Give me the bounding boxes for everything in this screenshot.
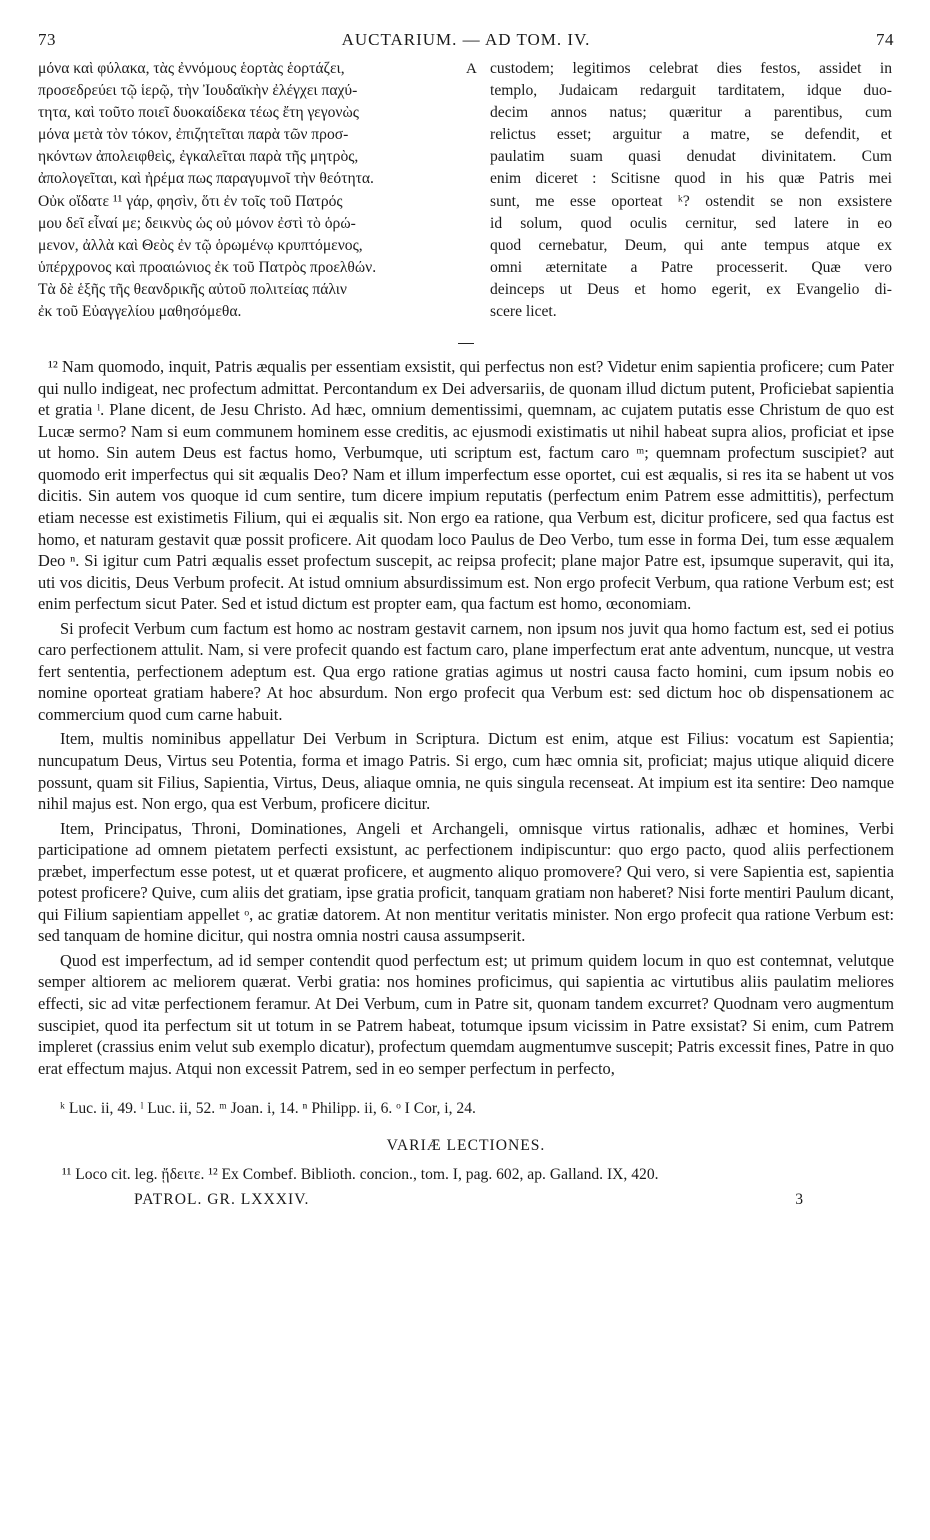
variae-lectiones-heading: VARIÆ LECTIONES. <box>386 1137 546 1155</box>
greek-text-line: ἀπολογεῖται, καὶ ἠρέμα πως παραγυμνοῖ τὴν θεότητα. <box>38 170 374 188</box>
greek-text-line: μόνα καὶ φύλακα, τὰς ἐννόμους ἑορτὰς ἑορτάζει, <box>38 60 345 77</box>
latin-text-line: scere licet. <box>490 303 557 321</box>
latin-text-line: quod cernebatur, Deum, qui ante tempus atque ex <box>490 236 892 254</box>
greek-text-line: μου δεῖ εἶναί με; δεικνὺς ὡς οὐ μόνον ἐστὶ τὸ ὁρώ- <box>38 214 356 232</box>
page-number-left: 73 <box>38 30 56 49</box>
latin-text-line: templo, Judaicam redarguit tarditatem, idque duo- <box>490 82 892 100</box>
parallel-columns <box>38 58 894 323</box>
page-header <box>38 30 894 56</box>
latin-text-line: decim annos natus; quæritur a parentibus, cum <box>490 104 892 122</box>
paragraph-1: ¹² Nam quomodo, inquit, Patris æqualis per essentiam exsistit, qui perfectus non est? Videtur enim sapientia proficere; cum Pater qui nullo indigeat, nec profectum admittat. Percontandum ex Dei adversariis, de quonam illud dictum putent, Proficiebat sapientia et gratia ˡ. Plane dicent, de Jesu Christo. Ad hæc, omnium dementissimi, quemnam, ac cujatem putatis esse Christum de quo est Lucæ sermo? Nam si eum communem hominem esse creditis, ac ejusmodi existimatis ut nihil habeat supra alios, proficiat et ipse ut homo. Sin autem Deus est factus homo, Verbumque, uti scriptum est, factum caro ᵐ; quemnam profectum suscipiet? aut quomodo erit imperfectus qui sit æqualis Deo? Nam et illum imperfectum esse oportet, cui est æqualis, si res ita se habent ut vos dicitis. Sin autem vos quoque id cum sentire, tum dicere impium reputatis (perfectum enim Patrem esse admittitis), perfectum etiam necesse est existimetis Filium, qui ei æqualis sit. Non ergo ea ratione, qua Verbum est, dicitur proficere, sed qua factus est homo, et naturam gestavit quæ possit proficere. Ait quodam loco Paulus de Deo Verbo, tum esse in forma Dei, tum esse æqualem Deo ⁿ. Si igitur cum Patri æqualis esset profectum suscepit, ac reipsa profecit; plane major Patre est, ipsumque superavit, qui ita, uti vos dicitis, Deus Verbum profecit. At istud omnium absurdissimum est. Non ergo profecit Verbum, qua ratione Verbum est; est enim perfectum sicut Pater. Sed et istud dictum est propter eam, qua factum est homo, œconomiam. <box>38 357 894 614</box>
greek-text-line: μενον, ἀλλὰ καὶ Θεὸς ἐν τῷ ὁρωμένῳ κρυπτόμενος, <box>38 236 363 254</box>
greek-text-line: ηκόντων ἀπολειφθεὶς, ἐγκαλεῖται παρὰ τῆς μητρὸς, <box>38 148 359 166</box>
margin-marker: A <box>466 61 477 77</box>
paragraph-3: Item, multis nominibus appellatur Dei Verbum in Scriptura. Dictum est enim, atque est Filius: vocatum est Sapientia; nuncupatum Deus, Virtus seu Potentia, forma et imago Patris. Si ergo, cum hæc omnia sit, proficiat; majus utique aliquid dicere possunt, quam sit Filius, Sapientia, Virtus, Deus, aliaque omnia, ne quis singula recenseat. At impium est ita sentire: Deo namque nihil majus est. Non ergo, qua est Verbum, proficere dicitur. <box>38 729 894 814</box>
latin-text-line: paulatim suam quasi denudat divinitatem. Cum <box>490 148 892 166</box>
running-title: AUCTARIUM. — AD TOM. IV. <box>341 30 591 49</box>
main-text <box>38 356 894 1079</box>
greek-text-line: Οὐκ οἴδατε ¹¹ γάρ, φησὶν, ὅτι ἐν τοῖς τοῦ Πατρός <box>38 192 343 210</box>
margin-marker-column <box>466 58 480 323</box>
latin-column <box>490 58 892 323</box>
greek-text-line: τητα, καὶ τοῦτο ποιεῖ δυοκαίδεκα τέως ἔτη γεγονὼς <box>38 104 359 122</box>
footer-signature: PATROL. GR. LXXXIV. <box>134 1191 310 1209</box>
paragraph-2: Si profecit Verbum cum factum est homo ac nostram gestavit carnem, non ipsum nos juvit qua homo factum est, sed ei potius caro perfectionem attulit. Nam, si vere profecit quando est factum caro, plane imperfectum erat ante adventum, nuncque, ut vestra fert sententia, perfectionem adeptum est. Qua ergo ratione gratias agimus ut nostri causa facto homini, cum ipsum nobis eo nomine oporteat gratiam habere? At hoc absurdum. Non ergo profecit qua Verbum est: sed dictum hoc ob dispensationem ac commercium quod cum carne habuit. <box>38 618 894 724</box>
latin-text-line: enim diceret : Scitisne quod in his quæ Patris mei <box>490 170 892 188</box>
greek-text-line: ἐκ τοῦ Εὐαγγελίου μαθησόμεθα. <box>38 303 242 321</box>
latin-text-line: id solum, quod oculis cernitur, sed latere in eo <box>490 214 892 232</box>
latin-text-line: relictus esset; arguitur a matre, se defendit, et <box>490 126 892 144</box>
scripture-footnotes: ᵏ Luc. ii, 49. ˡ Luc. ii, 52. ᵐ Joan. i, 14. ⁿ Philipp. ii, 6. ᵒ I Cor, i, 24. <box>60 1100 476 1118</box>
greek-text-line: μόνα μετὰ τὸν τόκον, ἐπιζητεῖται παρὰ τῶν προσ- <box>38 126 349 144</box>
footer-gathering-number: 3 <box>795 1191 804 1209</box>
paragraph-4: Item, Principatus, Throni, Dominationes, Angeli et Archangeli, omnisque virtus rationalis, adhæc et homines, Verbi participatione ad omnem pietatem perfecti exsistunt, ac perfectionem indipiscuntur: quo ergo pacto, quod aliis perfectionem præbet, imperfectum esse potest, ut et quærat proficere, et augmento aliquo promovere? Qui vero, si vere Sapientia est, sapientia potest proficere? Quive, cum aliis det gratiam, ipse gratia proficit, tanquam gratiam non haberet? Nisi forte mentiri Paulum dicant, qui Filium sapientiam appellet ᵒ, ac gratiæ datorem. At non mentitur veritatis minister. Non ergo profecit qua ratione Verbum est: sed tanquam de homine dicitur, qui nostra omnia nostri causa assumpserit. <box>38 818 894 946</box>
page-footer <box>38 1191 894 1209</box>
latin-text-line: sunt, me esse oporteat ᵏ? ostendit se non exsistere <box>490 192 892 210</box>
greek-column <box>38 58 456 323</box>
variae-lectiones-note: ¹¹ Loco cit. leg. ᾔδειτε. ¹² Ex Combef. Biblioth. concion., tom. I, pag. 602, ap. Galland. IX, 420. <box>62 1166 659 1184</box>
latin-text-line: custodem; legitimos celebrat dies festos, assidet in <box>490 60 892 77</box>
greek-text-line: προσεδρεύει τῷ ἱερῷ, τὴν Ἰουδαϊκὴν ἐλέγχει παχύ- <box>38 82 358 100</box>
latin-text-line: deinceps ut Deus et homo egerit, ex Evangelio di- <box>490 280 892 298</box>
latin-text-line: omni æternitate a Patre processerit. Quæ vero <box>490 258 892 276</box>
page-number-right: 74 <box>876 30 894 49</box>
greek-text-line: ὑπέρχρονος καὶ προαιώνιος ἐκ τοῦ Πατρὸς προελθών. <box>38 258 377 276</box>
paragraph-5: Quod est imperfectum, ad id semper contendit quod perfectum est; ut primum quidem locum in quo est contemnat, velutque semper altiorem ac meliorem quærat. Verbi gratia: nos homines proficimus, qui sapientia ac virtutibus aliis paulatim meliores effecti, sic ad vitæ perfectionem feramur. At Dei Verbum, cum in Patre sit, quonam tandem excurret? Quodnam vero augmentum suscipiet, quod ita perfectum sit ut totum in se Patrem habeat, totumque ipsum vicissim in Patre exsistat? Si enim, cum Patrem impleret (crassius enim velut sub exemplo dicatur), profectum quemdam augmentumve suscepit; Patris excessit fines, Patre in quo erat effectum majus. Atqui non excessit Patrem, sed in eo semper perfectum in perfecto, <box>38 950 894 1078</box>
section-divider <box>458 343 474 344</box>
greek-text-line: Τὰ δὲ ἑξῆς τῆς θεανδρικῆς αὐτοῦ πολιτείας πάλιν <box>38 280 347 298</box>
